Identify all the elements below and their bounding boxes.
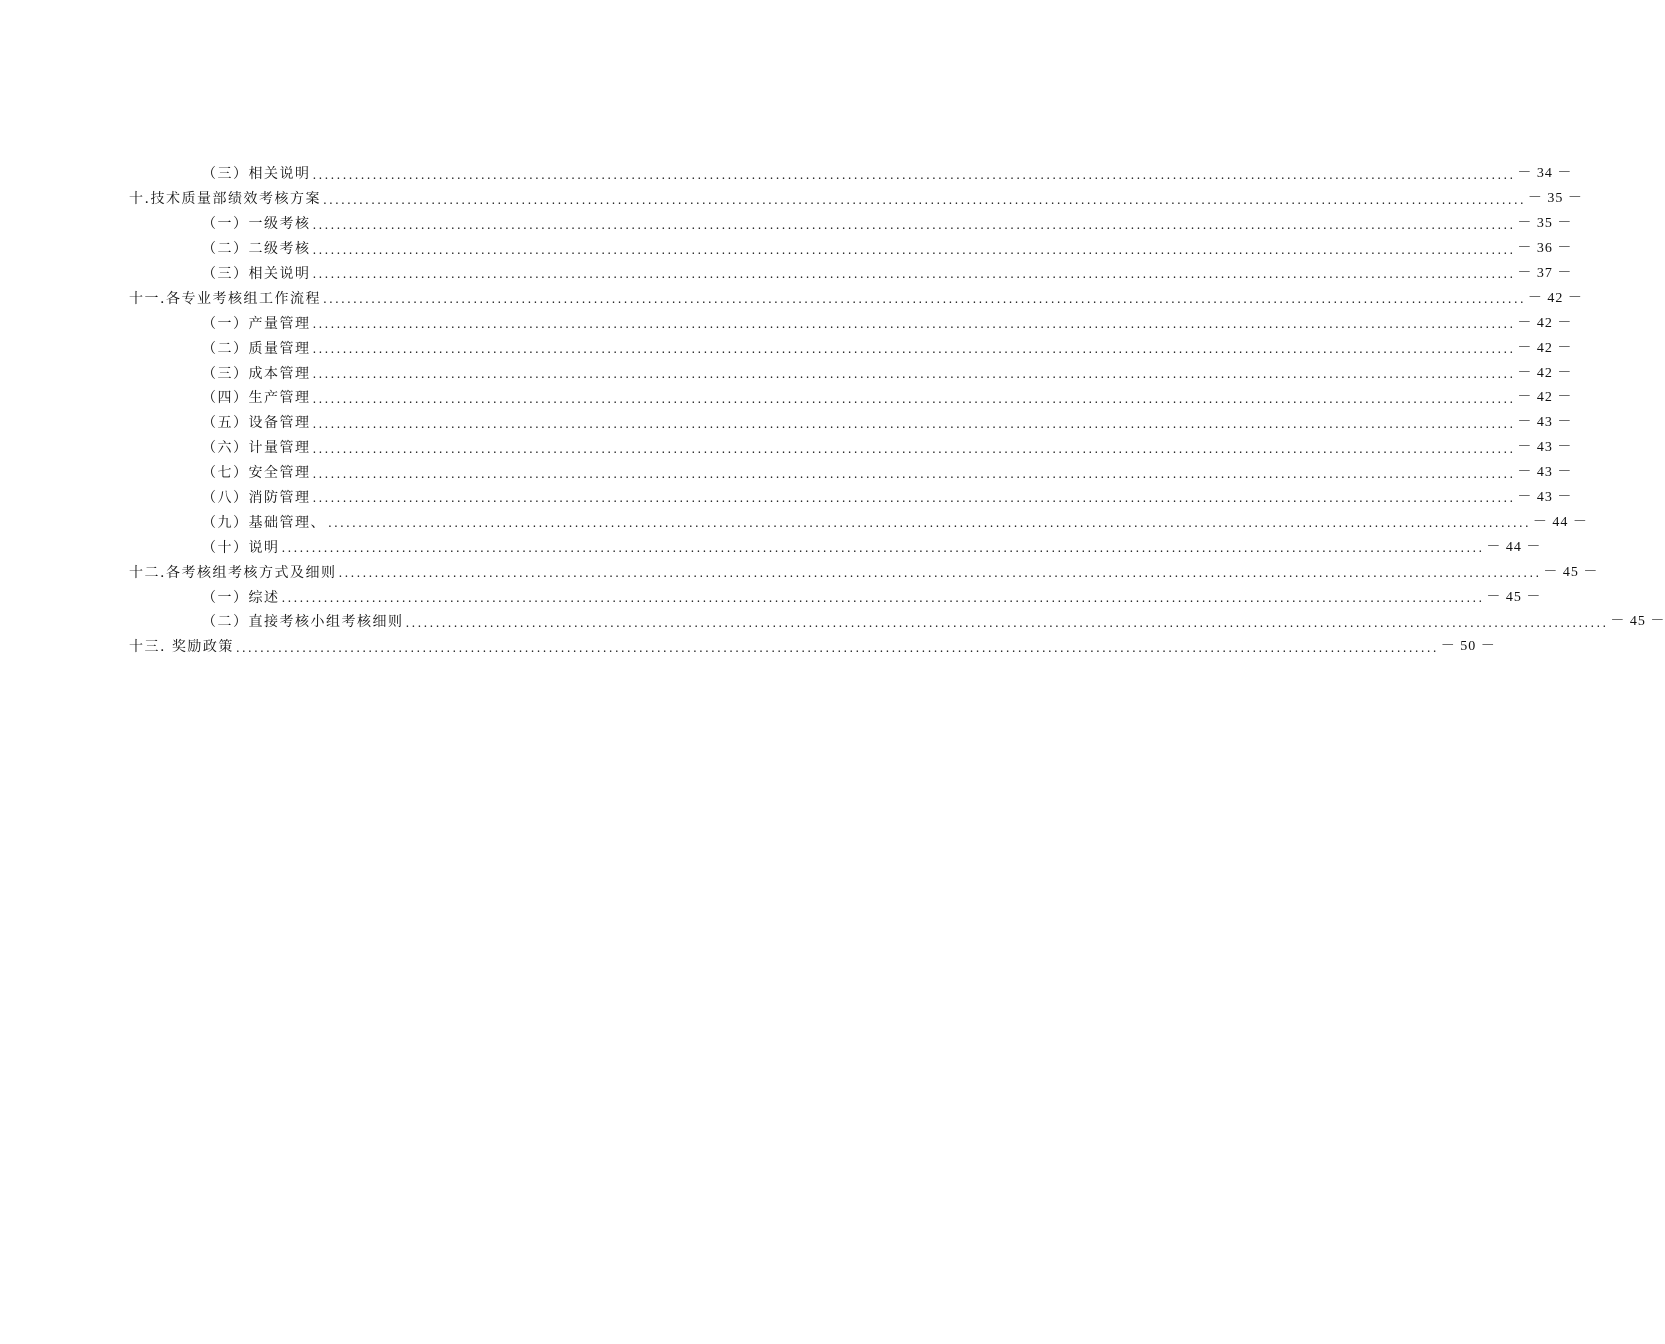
toc-entry-label: （八）消防管理 [202, 490, 311, 507]
toc-dot-leader: ........................................................................................................................................................................................................ [322, 292, 1526, 307]
toc-entry-label: （十）说明 [202, 539, 280, 556]
toc-entry[interactable] [0, 237, 1573, 262]
toc-entry-label: （二）直接考核小组考核细则 [202, 614, 404, 631]
toc-entry[interactable] [0, 461, 1573, 486]
toc-entry-label: （三）相关说明 [202, 166, 311, 183]
toc-dot-leader: ........................................................................................................................................................................................................ [338, 566, 1542, 581]
toc-page-number: － 34 － [1517, 166, 1573, 182]
toc-entry[interactable] [0, 635, 1496, 660]
toc-page-number: － 37 － [1517, 266, 1573, 281]
toc-entry-label: （六）计量管理 [202, 440, 311, 457]
toc-entry-label: 十一.各专业考核组工作流程 [129, 290, 321, 307]
toc-dot-leader: ........................................................................................................................................................................................................ [312, 441, 1516, 456]
toc-dot-leader: ........................................................................................................................................................................................................ [312, 367, 1516, 382]
toc-entry-label: 十三. 奖励政策 [129, 639, 234, 656]
toc-entry-label: （一）综述 [202, 589, 280, 606]
toc-page-number: － 44 － [1486, 539, 1542, 555]
toc-entry-label: 十.技术质量部绩效考核方案 [129, 191, 321, 208]
table-of-contents [0, 162, 1665, 660]
toc-page-number: － 45 － [1486, 589, 1542, 605]
toc-entry-label: （一）一级考核 [202, 216, 311, 233]
toc-entry[interactable] [0, 361, 1573, 386]
toc-entry[interactable] [0, 311, 1573, 336]
toc-entry-label: 十二.各考核组考核方式及细则 [129, 564, 337, 581]
toc-page-number: － 42 － [1517, 365, 1573, 381]
toc-dot-leader: ........................................................................................................................................................................................................ [235, 640, 1439, 655]
toc-page-number: － 45 － [1610, 614, 1665, 630]
toc-entry-label: （一）产量管理 [202, 315, 311, 332]
toc-dot-leader: ........................................................................................................................................................................................................ [322, 192, 1526, 207]
toc-entry-label: （五）设备管理 [202, 415, 311, 432]
toc-entry[interactable] [0, 286, 1583, 311]
toc-dot-leader: ........................................................................................................................................................................................................ [312, 416, 1516, 431]
toc-entry-label: （三）相关说明 [202, 266, 311, 282]
toc-dot-leader: ........................................................................................................................................................................................................ [281, 541, 1485, 556]
toc-page-number: － 50 － [1440, 639, 1496, 655]
toc-dot-leader: ........................................................................................................................................................................................................ [312, 317, 1516, 332]
toc-entry[interactable] [0, 386, 1573, 411]
toc-entry-label: （三）成本管理 [202, 365, 311, 382]
toc-entry[interactable] [0, 585, 1542, 610]
toc-entry[interactable] [0, 610, 1665, 635]
toc-page-number: － 44 － [1532, 514, 1588, 530]
toc-page-number: － 42 － [1517, 315, 1573, 331]
toc-dot-leader: ........................................................................................................................................................................................................ [312, 491, 1516, 506]
toc-dot-leader: ........................................................................................................................................................................................................ [312, 391, 1516, 406]
toc-entry[interactable] [0, 411, 1573, 436]
toc-entry-label: （九）基础管理、 [202, 514, 326, 531]
toc-entry[interactable] [0, 510, 1588, 535]
toc-page-number: － 43 － [1517, 465, 1573, 481]
toc-entry[interactable] [0, 486, 1573, 511]
toc-entry[interactable] [0, 336, 1573, 361]
toc-entry[interactable] [0, 535, 1542, 560]
toc-entry[interactable] [0, 262, 1573, 287]
toc-dot-leader: ........................................................................................................................................................................................................ [281, 591, 1485, 606]
toc-page-number: － 42 － [1527, 290, 1583, 306]
toc-page-number: － 35 － [1527, 191, 1583, 207]
toc-page-number: － 42 － [1517, 390, 1573, 406]
toc-page-number: － 36 － [1517, 241, 1573, 257]
toc-entry[interactable] [0, 436, 1573, 461]
toc-entry-label: （二）二级考核 [202, 241, 311, 258]
toc-page-number: － 35 － [1517, 216, 1573, 232]
toc-entry[interactable] [0, 212, 1573, 237]
toc-page-number: － 42 － [1517, 340, 1573, 356]
toc-page-number: － 43 － [1517, 490, 1573, 506]
toc-dot-leader: ........................................................................................................................................................................................................ [328, 516, 1531, 531]
toc-entry[interactable] [0, 187, 1583, 212]
toc-entry[interactable] [0, 162, 1573, 187]
toc-entry[interactable] [0, 560, 1599, 585]
toc-dot-leader: ........................................................................................................................................................................................................ [312, 342, 1516, 357]
toc-page-number: － 45 － [1543, 564, 1599, 580]
toc-dot-leader: ........................................................................................................................................................................................................ [312, 242, 1516, 257]
toc-dot-leader: ........................................................................................................................................................................................................ [312, 217, 1516, 232]
toc-page-number: － 43 － [1517, 415, 1573, 431]
toc-entry-label: （四）生产管理 [202, 390, 311, 407]
toc-page-number: － 43 － [1517, 440, 1573, 456]
toc-dot-leader: ........................................................................................................................................................................................................ [312, 466, 1516, 481]
toc-dot-leader: ........................................................................................................................................................................................................ [312, 267, 1516, 282]
toc-entry-label: （二）质量管理 [202, 340, 311, 357]
toc-entry-label: （七）安全管理 [202, 465, 311, 482]
toc-dot-leader: ........................................................................................................................................................................................................ [312, 167, 1516, 182]
toc-dot-leader: ........................................................................................................................................................................................................ [405, 615, 1609, 630]
